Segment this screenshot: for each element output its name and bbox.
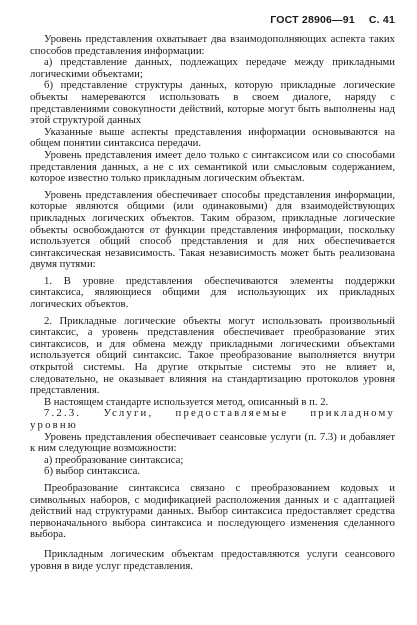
list-item: б) выбор синтаксиса. (44, 465, 141, 478)
list-item: б) представление структуры данных, которую прикладные логические объекты намереваются использовать в своем диалоге, наряду с представлениями совокупности действий, которые могут быть выполнены над этой структурой данных (30, 79, 395, 127)
page-header (30, 14, 395, 26)
list-item: 2. Прикладные логические объекты могут использовать произвольный синтаксис, а уровень представления обеспечивает преобразование этих синтаксисов, и для обмена между прикладными логическими объектами используется общий синтаксис. Такое преобразование выполняется внутри открытой системы. На другие открытые системы это не влияет и, следовательно, не оказывает влияния на стандартизацию протоколов уровня представления. (30, 314, 395, 397)
paragraph: Преобразование синтаксиса связано с преобразованием кодовых и символьных наборов, с модификацией расположения данных и с адаптацией действий над структурами данных. Выбор синтаксиса предоставляет средства первоначального выбора синтаксиса и последующего изменения сделанного выбора. (30, 481, 395, 541)
page-number: С. 41 (368, 14, 395, 26)
list-item: а) преобразование синтаксиса; (44, 453, 184, 466)
paragraph: Уровень представления имеет дело только с синтаксисом или со способами представления данных, а не с их семантикой или смысловым содержанием, которое известно только прикладным логическим объектам. (30, 148, 395, 185)
paragraph: Прикладным логическим объектам предоставляются услуги сеансового уровня в виде услуг представления. (30, 547, 395, 572)
paragraph: Уровень представления обеспечивает сеансовые услуги (п. 7.3) и добавляет к ним следующие возможности: (30, 430, 395, 455)
list-item: 1. В уровне представления обеспечиваются элементы поддержки синтаксиса, являющиеся общими для использующих их прикладных логических объектов. (30, 274, 395, 311)
standard-number: ГОСТ 28906—91 (270, 14, 355, 26)
section-heading: 7.2.3. Услуги, предоставляемые прикладному уровню (30, 407, 395, 431)
document-body (30, 34, 395, 572)
paragraph: Уровень представления охватывает два взаимодополняющих аспекта таких способов представления информации: (30, 33, 395, 57)
paragraph: Уровень представления обеспечивает способы представления информации, которые являются общими (или одинаковыми) для взаимодействующих прикладных логических объектов. Таким образом, прикладные логические объекты освобождаются от функции представления информации, поскольку используется общий способ представления и для них обеспечивается синтаксическая независимость. Такая независимость может быть реализована двумя путями: (30, 188, 395, 271)
paragraph: Указанные выше аспекты представления информации основываются на общем понятии синтаксиса передачи. (30, 125, 395, 150)
paragraph: В настоящем стандарте используется метод, описанный в п. 2. (44, 395, 329, 408)
list-item: а) представление данных, подлежащих передаче между прикладными логическими объектами; (30, 56, 395, 80)
